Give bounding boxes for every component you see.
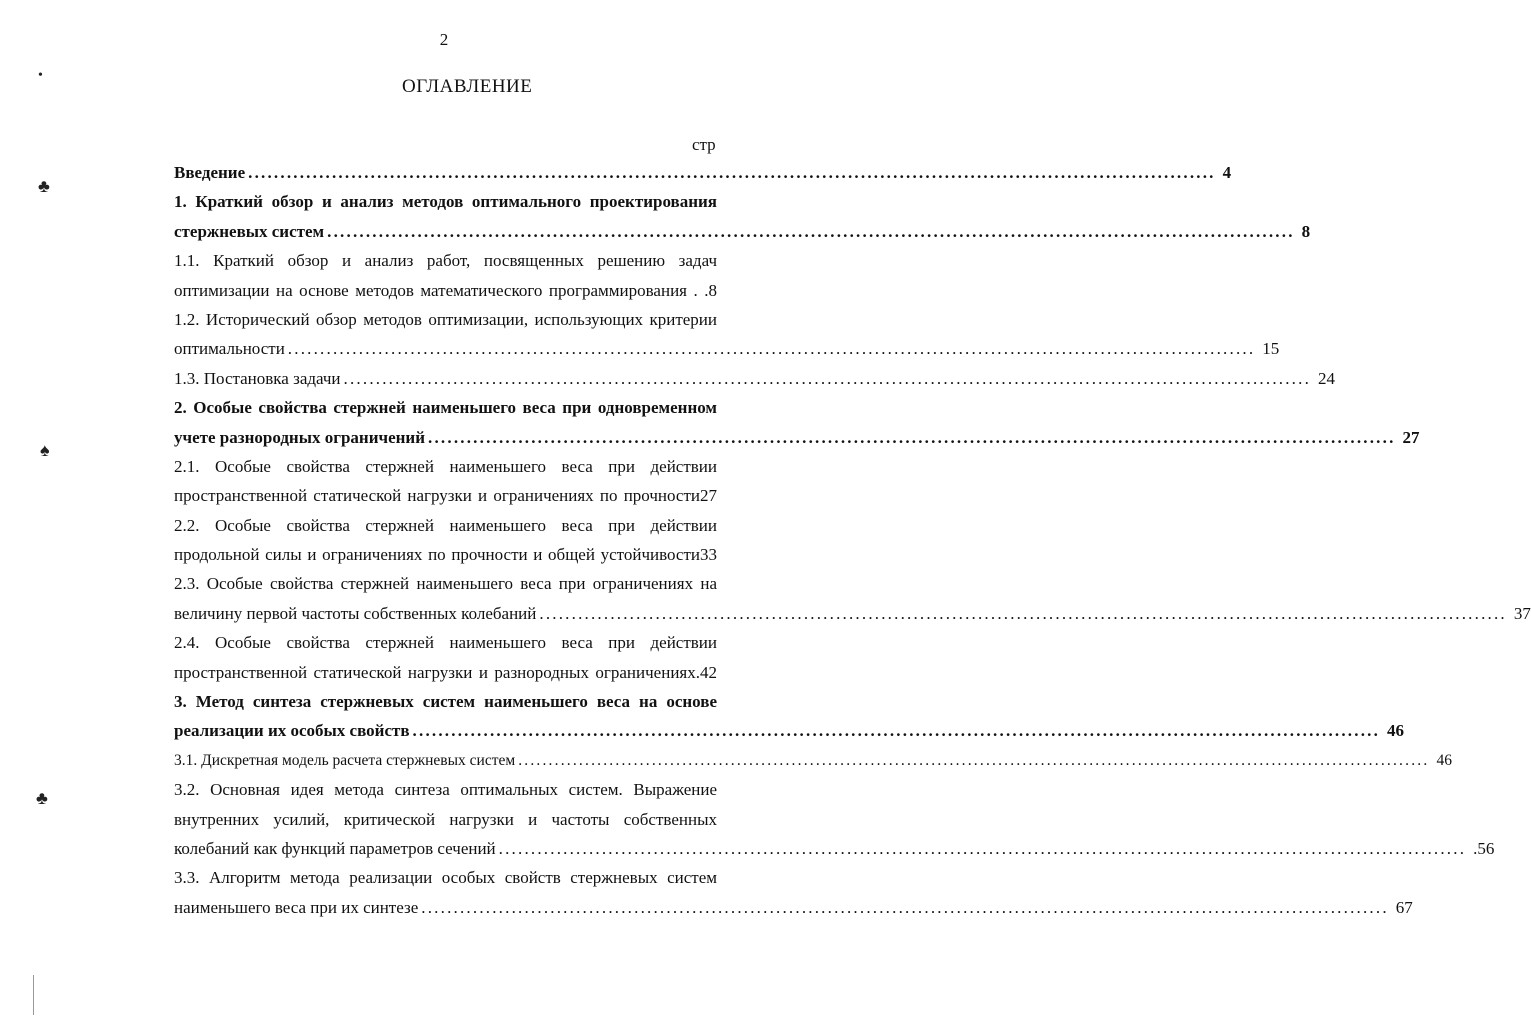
toc-line: 1. Краткий обзор и анализ методов оптимального проектирования (174, 192, 717, 212)
toc-line: 2.4. Особые свойства стержней наименьшего веса при действии (174, 633, 717, 653)
toc-line-text: наименьшего веса при их синтезе (174, 897, 419, 917)
toc-entry (174, 863, 1413, 922)
toc-line: 2.2. Особые свойства стержней наименьшего веса при действии (174, 515, 717, 535)
toc-line-text: 1.3. Постановка задачи (174, 368, 341, 388)
toc-entry (174, 393, 1420, 452)
toc-page-number: 27 (1402, 427, 1420, 447)
toc-line: 3.3. Алгоритм метода реализации особых свойств стержневых систем (174, 868, 717, 888)
scan-margin-line (33, 975, 34, 1015)
toc-line: оптимизации на основе методов математического программирования . .8 (174, 280, 717, 300)
toc-entry (174, 746, 1452, 775)
toc-line: 3. Метод синтеза стержневых систем наименьшего веса на основе (174, 692, 717, 712)
toc-entry (174, 158, 1232, 187)
toc-entry (174, 628, 717, 687)
toc-page-number: 4 (1222, 163, 1232, 182)
toc-entry (174, 364, 1336, 393)
page-column-label: стр (692, 135, 716, 154)
toc-line: 2. Особые свойства стержней наименьшего веса при одновременном (174, 398, 717, 418)
toc-line: 1.2. Исторический обзор методов оптимизации, использующих критерии (174, 309, 717, 329)
toc-entry (174, 187, 1311, 246)
toc-line-text: оптимальности (174, 339, 285, 359)
toc-leader-dots: ...................................................................................................................................................... (412, 721, 1381, 741)
toc-leader-dots: ...................................................................................................................................................... (248, 163, 1216, 182)
toc-entry (174, 511, 717, 570)
toc-leader-dots: ...................................................................................................................................................... (343, 368, 1312, 388)
toc-line-text: величину первой частоты собственных колебаний (174, 603, 537, 623)
toc-line (174, 423, 1420, 452)
toc-line-text: колебаний как функций параметров сечений (174, 838, 496, 858)
toc-page-number: 24 (1318, 368, 1336, 388)
scan-speck: ♣ (36, 788, 48, 808)
toc-leader-dots: ...................................................................................................................................................... (498, 838, 1467, 858)
toc-entry (174, 775, 1495, 863)
toc-leader-dots: ...................................................................................................................................................... (287, 339, 1256, 359)
toc-entry (174, 305, 1280, 364)
toc-line-text: реализации их особых свойств (174, 721, 410, 741)
toc-entry (174, 452, 717, 511)
toc-line (174, 893, 1413, 922)
toc-entry (174, 569, 1531, 628)
toc-line: 3.2. Основная идея метода синтеза оптимальных систем. Выражение (174, 780, 717, 800)
toc-entry (174, 246, 717, 305)
scan-speck: ♣ (38, 176, 50, 196)
toc-leader-dots: ...................................................................................................................................................... (428, 427, 1396, 447)
toc-line (174, 746, 1452, 775)
toc-line (174, 834, 1495, 863)
toc-page-number: .56 (1473, 838, 1495, 858)
toc-line: пространственной статической нагрузки и ограничениях по прочности27 (174, 486, 717, 506)
toc-line: 1.1. Краткий обзор и анализ работ, посвященных решению задач (174, 251, 717, 271)
toc-line: 2.3. Особые свойства стержней наименьшего веса при ограничениях на (174, 574, 717, 594)
scan-speck: • (38, 68, 43, 83)
toc-page-number: 37 (1513, 603, 1531, 623)
toc-leader-dots: ...................................................................................................................................................... (539, 603, 1507, 623)
scan-speck: ♠ (40, 440, 50, 460)
toc-line (174, 599, 1531, 628)
toc-line (174, 716, 1405, 745)
toc-line: внутренних усилий, критической нагрузки и частоты собственных (174, 809, 717, 829)
toc-line: пространственной статической нагрузки и разнородных ограничениях.42 (174, 662, 717, 682)
toc-leader-dots: ...................................................................................................................................................... (518, 751, 1430, 769)
toc-entry (174, 687, 1405, 746)
toc-page-number: 67 (1395, 897, 1413, 917)
page-number: 2 (439, 30, 449, 49)
toc-line (174, 364, 1336, 393)
toc-line-text: учете разнородных ограничений (174, 427, 426, 447)
toc-line-text: стержневых систем (174, 221, 325, 241)
toc-leader-dots: ...................................................................................................................................................... (327, 221, 1295, 241)
toc-page-number: 15 (1262, 339, 1280, 359)
toc-line (174, 217, 1311, 246)
table-of-contents (174, 158, 1531, 922)
toc-line-text: Введение (174, 163, 246, 182)
toc-line-text: 3.1. Дискретная модель расчета стержневых систем (174, 751, 516, 769)
page-title: ОГЛАВЛЕНИЕ (402, 76, 533, 97)
toc-line: 2.1. Особые свойства стержней наименьшего веса при действии (174, 456, 717, 476)
toc-page-number: 46 (1387, 721, 1405, 741)
toc-line (174, 158, 1232, 187)
toc-line (174, 334, 1280, 363)
toc-page-number: 8 (1301, 221, 1311, 241)
toc-line: продольной силы и ограничениях по прочности и общей устойчивости33 (174, 545, 717, 565)
toc-leader-dots: ...................................................................................................................................................... (421, 897, 1389, 917)
toc-page-number: 46 (1436, 751, 1452, 769)
